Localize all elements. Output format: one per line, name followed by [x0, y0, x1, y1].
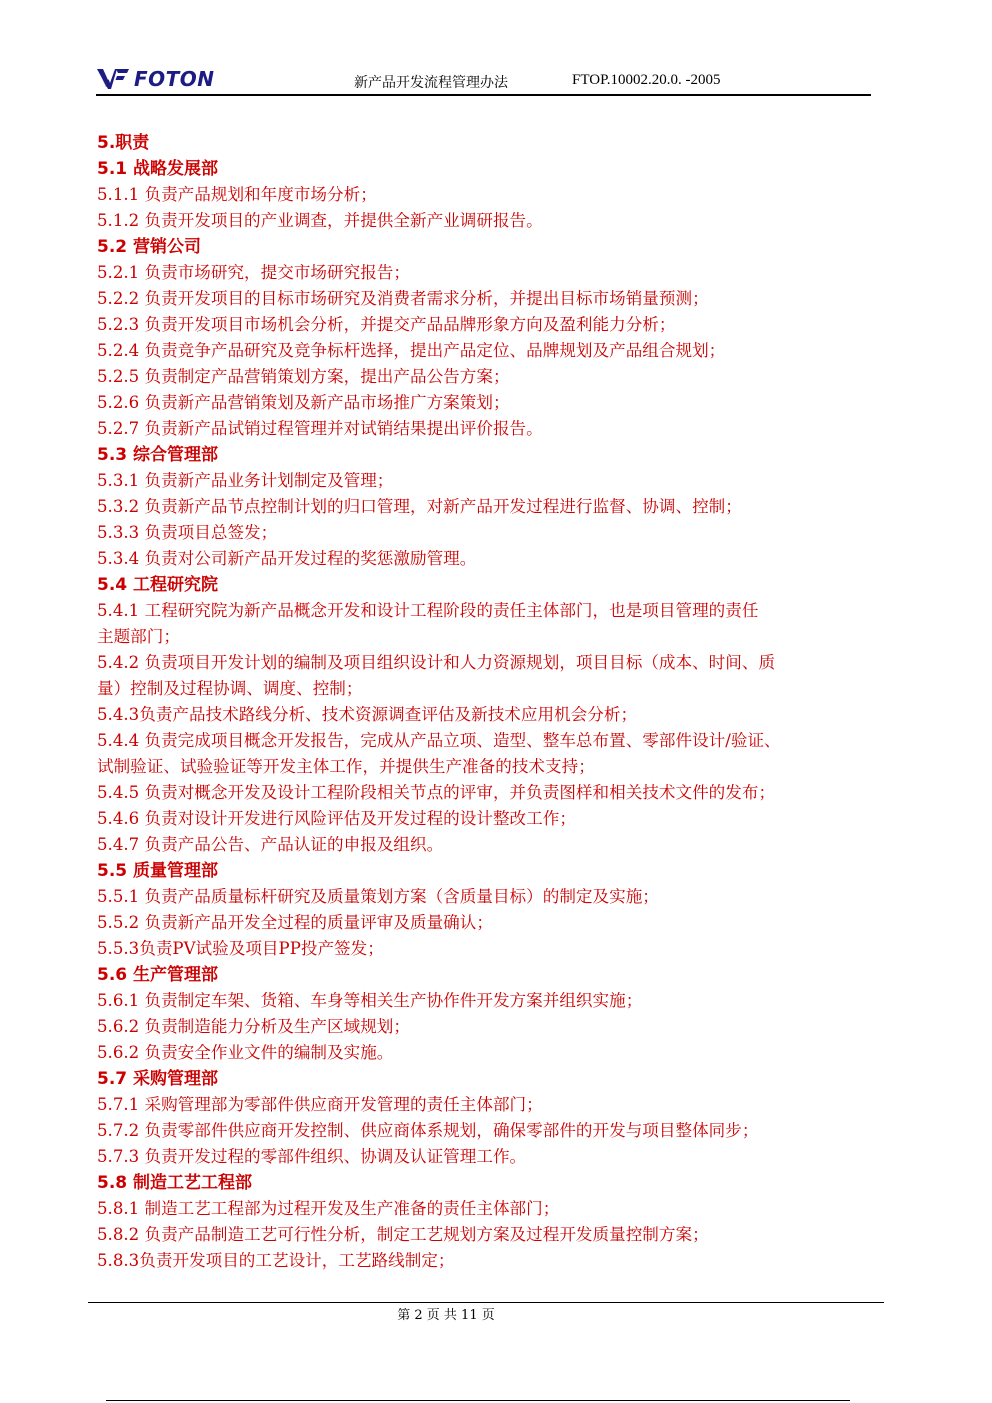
body-line: 5.3.2 负责新产品节点控制计划的归口管理，对新产品开发过程进行监督、协调、控制；: [97, 497, 742, 516]
body-line: 5.1.2 负责开发项目的产业调查，并提供全新产业调研报告。: [97, 211, 543, 230]
section-heading: 5.6 生产管理部: [97, 965, 219, 985]
body-line: 5.6.1 负责制定车架、货箱、车身等相关生产协作件开发方案并组织实施；: [97, 991, 643, 1010]
body-line: 5.3.1 负责新产品业务计划制定及管理；: [97, 471, 394, 490]
body-line: 5.2.6 负责新产品营销策划及新产品市场推广方案策划；: [97, 393, 510, 412]
body-line: 5.6.2 负责制造能力分析及生产区域规划；: [97, 1017, 410, 1036]
body-line: 5.4.4 负责完成项目概念开发报告，完成从产品立项、造型、整车总布置、零部件设计/验证、: [97, 731, 781, 750]
body-line: 试制验证、试验验证等开发主体工作，并提供生产准备的技术支持；: [97, 757, 595, 776]
page-header: [96, 62, 871, 96]
document-body: [97, 130, 909, 1274]
footer-divider: [88, 1302, 884, 1303]
body-line: 5.6.2 负责安全作业文件的编制及实施。: [97, 1043, 394, 1062]
body-line: 5.2.5 负责制定产品营销策划方案，提出产品公告方案；: [97, 367, 510, 386]
body-line: 5.7.2 负责零部件供应商开发控制、供应商体系规划，确保零部件的开发与项目整体同步；: [97, 1121, 759, 1140]
body-line: 主题部门；: [97, 627, 180, 646]
body-line: 5.2.7 负责新产品试销过程管理并对试销结果提出评价报告。: [97, 419, 543, 438]
section-heading: 5.2 营销公司: [97, 237, 202, 257]
body-line: 5.4.3负责产品技术路线分析、技术资源调查评估及新技术应用机会分析；: [97, 705, 638, 724]
bottom-divider: [106, 1400, 850, 1401]
body-line: 5.4.6 负责对设计开发进行风险评估及开发过程的设计整改工作；: [97, 809, 576, 828]
body-line: 5.7.1 采购管理部为零部件供应商开发管理的责任主体部门；: [97, 1095, 543, 1114]
body-line: 5.5.1 负责产品质量标杆研究及质量策划方案（含质量目标）的制定及实施；: [97, 887, 659, 906]
body-line: 5.2.1 负责市场研究，提交市场研究报告；: [97, 263, 410, 282]
section-heading: 5.职责: [97, 133, 150, 153]
body-line: 5.7.3 负责开发过程的零部件组织、协调及认证管理工作。: [97, 1147, 527, 1166]
section-heading: 5.1 战略发展部: [97, 159, 219, 179]
body-line: 5.8.3负责开发项目的工艺设计，工艺路线制定；: [97, 1251, 455, 1270]
body-line: 5.4.2 负责项目开发计划的编制及项目组织设计和人力资源规划，项目目标（成本、时间、质: [97, 653, 776, 672]
body-line: 5.8.2 负责产品制造工艺可行性分析，制定工艺规划方案及过程开发质量控制方案；: [97, 1225, 709, 1244]
body-line: 量）控制及过程协调、调度、控制；: [97, 679, 363, 698]
section-heading: 5.8 制造工艺工程部: [97, 1173, 253, 1193]
section-heading: 5.3 综合管理部: [97, 445, 219, 465]
section-heading: 5.7 采购管理部: [97, 1069, 219, 1089]
body-line: 5.4.7 负责产品公告、产品认证的申报及组织。: [97, 835, 444, 854]
section-heading: 5.4 工程研究院: [97, 575, 219, 595]
body-line: 5.2.2 负责开发项目的目标市场研究及消费者需求分析，并提出目标市场销量预测；: [97, 289, 709, 308]
logo-text: FOTON: [134, 67, 215, 91]
body-line: 5.1.1 负责产品规划和年度市场分析；: [97, 185, 377, 204]
document-code: FTOP.10002.20.0. -2005: [572, 72, 721, 88]
page-number: 第 2 页 共 11 页: [397, 1308, 495, 1323]
body-line: 5.2.4 负责竞争产品研究及竞争标杆选择，提出产品定位、品牌规划及产品组合规划；: [97, 341, 726, 360]
body-line: 5.5.2 负责新产品开发全过程的质量评审及质量确认；: [97, 913, 493, 932]
body-line: 5.4.5 负责对概念开发及设计工程阶段相关节点的评审，并负责图样和相关技术文件的发布；: [97, 783, 776, 802]
foton-emblem-icon: [96, 67, 130, 91]
body-line: 5.3.3 负责项目总签发；: [97, 523, 278, 542]
section-heading: 5.5 质量管理部: [97, 861, 219, 881]
document-title: 新产品开发流程管理办法: [354, 75, 508, 91]
body-line: 5.3.4 负责对公司新产品开发过程的奖惩激励管理。: [97, 549, 477, 568]
body-line: 5.4.1 工程研究院为新产品概念开发和设计工程阶段的责任主体部门，也是项目管理的责任: [97, 601, 759, 620]
body-line: 5.8.1 制造工艺工程部为过程开发及生产准备的责任主体部门；: [97, 1199, 560, 1218]
body-line: 5.5.3负责PV试验及项目PP投产签发；: [97, 939, 384, 958]
foton-logo: [96, 66, 215, 92]
body-line: 5.2.3 负责开发项目市场机会分析，并提交产品品牌形象方向及盈利能力分析；: [97, 315, 676, 334]
